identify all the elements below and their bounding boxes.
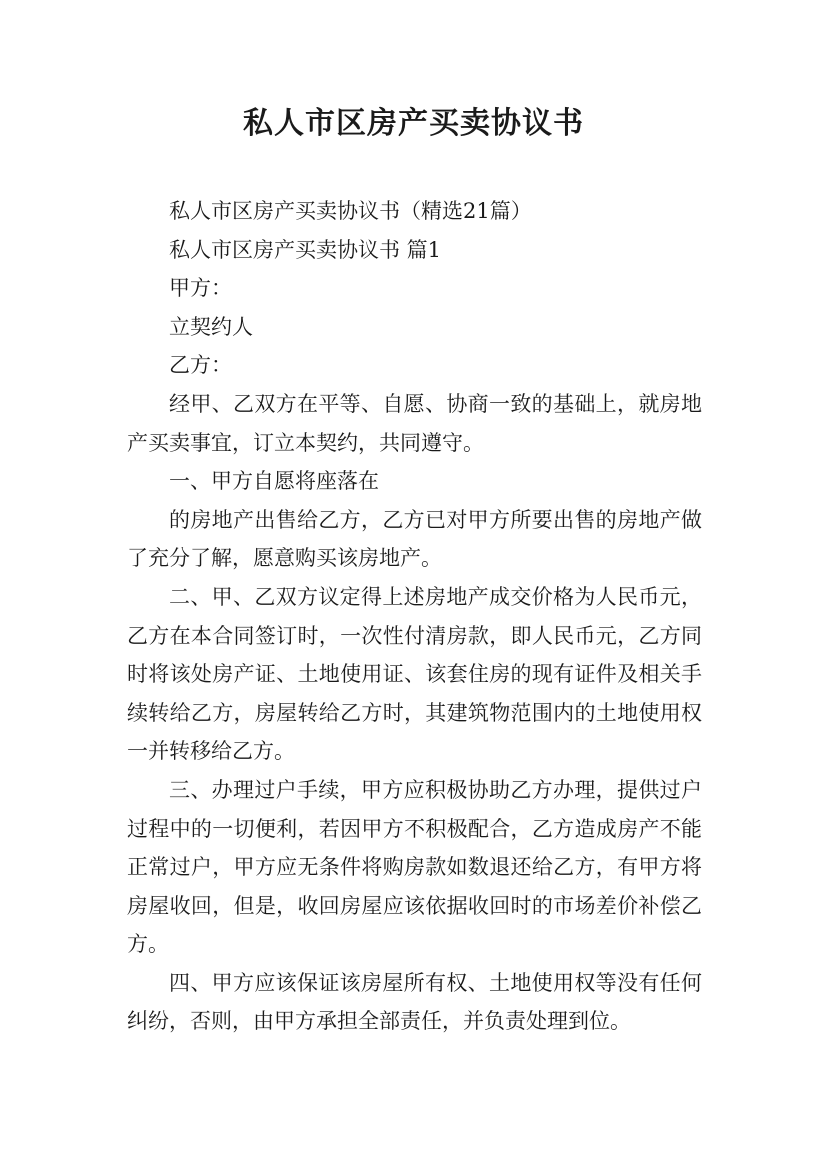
document-body xyxy=(127,192,702,1041)
paragraph-party-a: 甲方： xyxy=(169,276,232,301)
paragraph-contract-party: 立契约人 xyxy=(169,314,253,339)
paragraph-clause-2: 二、甲、乙双方议定得上述房地产成交价格为人民币元，乙方在本合同签订时，一次性付清房款，即人民币元，乙方同时将该处房产证、土地使用证、该套住房的现有证件及相关手续转给乙方，房屋转给乙方时，其建筑物范围内的土地使用权一并转移给乙方。 xyxy=(127,584,702,764)
paragraph-clause-1-body: 的房地产出售给乙方，乙方已对甲方所要出售的房地产做了充分了解，愿意购买该房地产。 xyxy=(127,507,702,571)
paragraph-clause-3: 三、办理过户手续，甲方应积极协助乙方办理，提供过户过程中的一切便利，若因甲方不积极配合，乙方造成房产不能正常过户，甲方应无条件将购房款如数退还给乙方，有甲方将房屋收回，但是，收回房屋应该依据收回时的市场差价补偿乙方。 xyxy=(127,777,702,957)
paragraph-clause-4: 四、甲方应该保证该房屋所有权、土地使用权等没有任何纠纷，否则，由甲方承担全部责任，并负责处理到位。 xyxy=(127,970,702,1034)
paragraph-section-heading: 私人市区房产买卖协议书 篇1 xyxy=(169,237,442,262)
paragraph-subtitle: 私人市区房产买卖协议书（精选21篇） xyxy=(169,199,532,223)
paragraph-clause-1-intro: 一、甲方自愿将座落在 xyxy=(169,469,379,494)
document-title: 私人市区房产买卖协议书 xyxy=(243,106,584,141)
paragraph-preamble: 经甲、乙双方在平等、自愿、协商一致的基础上，就房地产买卖事宜，订立本契约，共同遵守。 xyxy=(127,391,702,455)
paragraph-party-b: 乙方： xyxy=(169,353,232,378)
